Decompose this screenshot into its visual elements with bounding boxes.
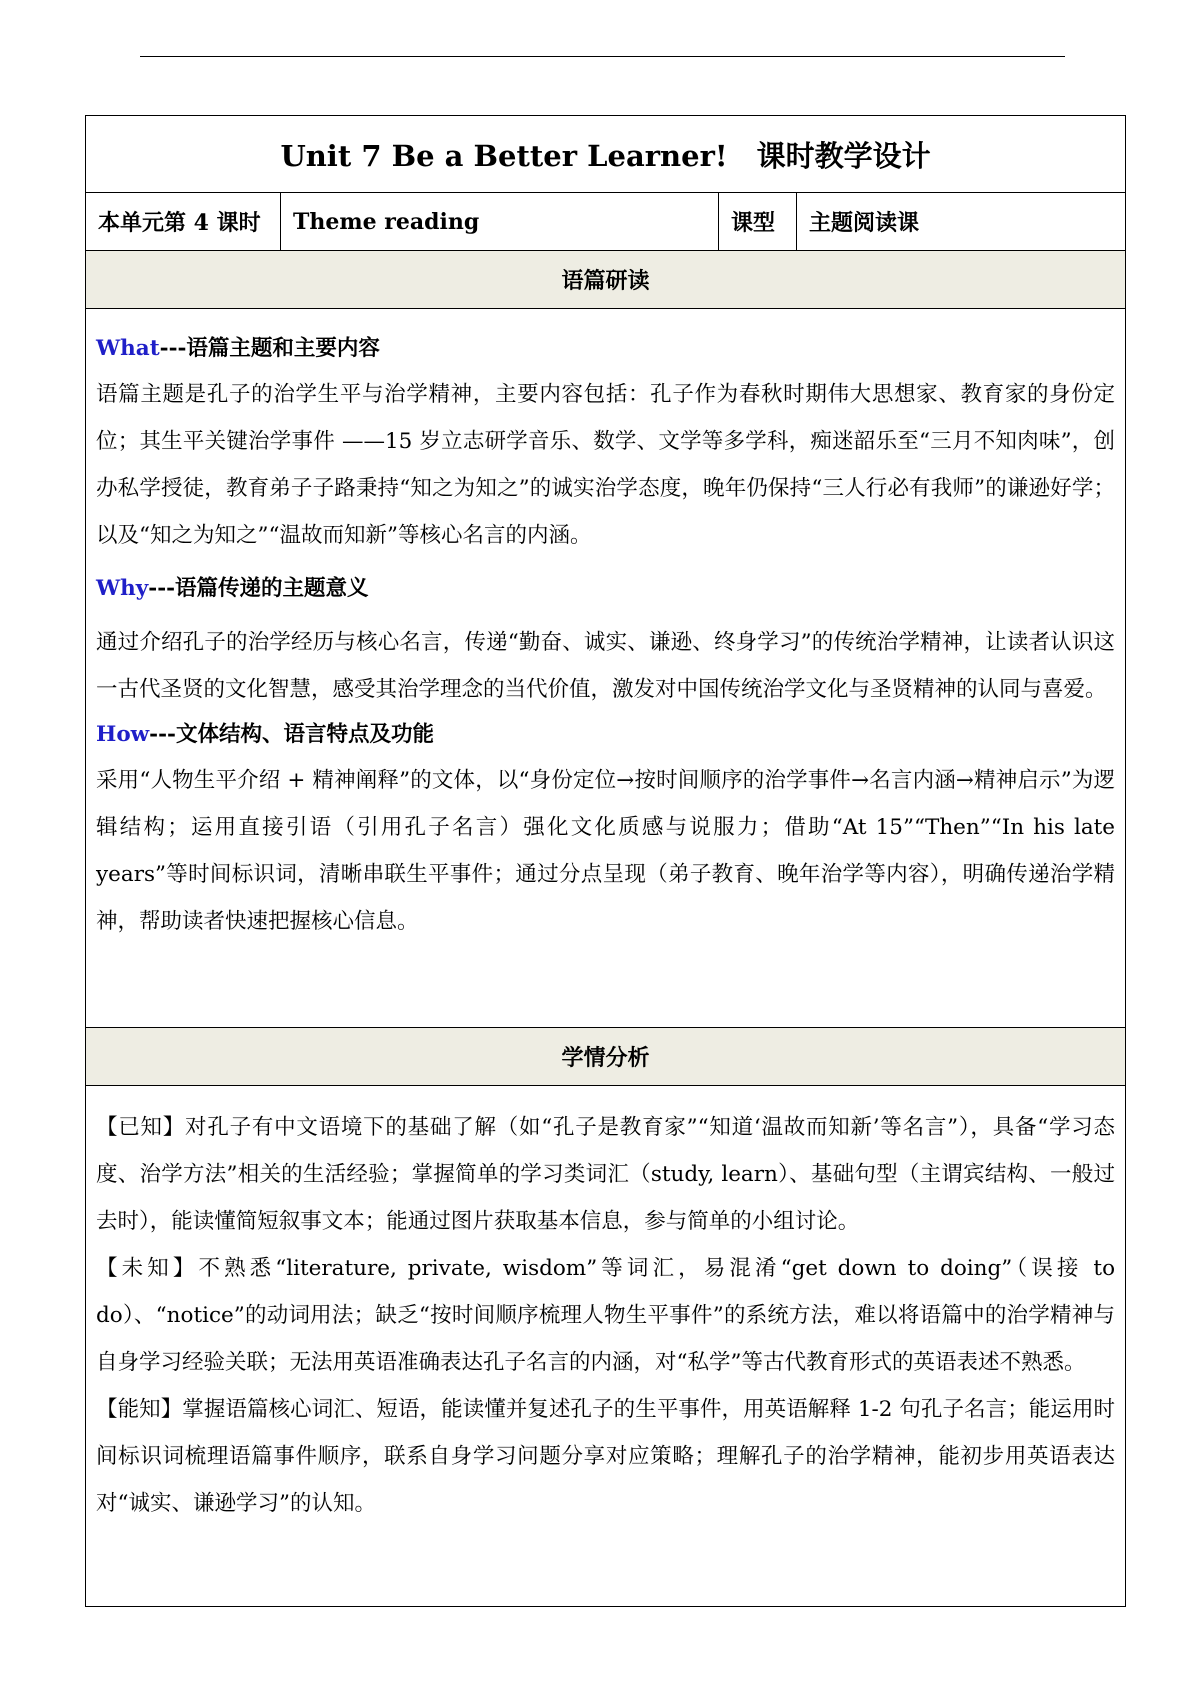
learner-analysis-body (86, 1086, 1126, 1607)
lesson-name: Theme reading (281, 193, 719, 251)
section-body-row (86, 1086, 1126, 1607)
how-heading (96, 713, 1115, 757)
why-paragraph: 通过介绍孔子的治学经历与核心名言，传递“勤奋、诚实、谦逊、终身学习”的传统治学精神，让读者认识这一古代圣贤的文化智慧，感受其治学理念的当代价值，激发对中国传统治学文化与圣贤精神的认同与喜爱。 (96, 630, 1116, 702)
lesson-plan-table (85, 115, 1126, 1607)
what-paragraph: 语篇主题是孔子的治学生平与治学精神，主要内容包括：孔子作为春秋时期伟大思想家、教育家的身份定位；其生平关键治学事件 ——15 岁立志研学音乐、数学、文学等多学科，痴迷韶乐至“三月不知肉味”，创办私学授徒，教育弟子子路秉持“知之为知之”的诚实治学态度，晚年仍保持“三人行必有我师”的谦逊好学；以及“知之为知之”“温故而知新”等核心名言的内涵。 (96, 382, 1116, 548)
what-keyword: What (96, 336, 160, 361)
section-heading-text-study: 语篇研读 (86, 251, 1126, 309)
info-row (86, 193, 1126, 251)
known-paragraph: 【已知】对孔子有中文语境下的基础了解（如“孔子是教育家”“知道‘温故而知新’等名言”），具备“学习态度、治学方法”相关的生活经验；掌握简单的学习类词汇（study, learn）、基础句型（主谓宾结构、一般过去时），能读懂简短叙事文本；能通过图片获取基本信息，参与简单的小组讨论。 (96, 1115, 1116, 1234)
why-heading-rest: ---语篇传递的主题意义 (148, 576, 369, 601)
section-body-row (86, 309, 1126, 1028)
text-study-body (86, 309, 1126, 1028)
unknown-paragraph: 【未知】不熟悉“literature, private, wisdom”等词汇，易混淆“get down to doing”（误接 to do）、“notice”的动词用法；缺乏“按时间顺序梳理人物生平事件”的系统方法，难以将语篇中的治学精神与自身学习经验关联；无法用英语准确表达孔子名言的内涵，对“私学”等古代教育形式的英语表述不熟悉。 (96, 1256, 1116, 1375)
section-heading-learner-analysis: 学情分析 (86, 1028, 1126, 1086)
section-heading-row (86, 251, 1126, 309)
able-paragraph: 【能知】掌握语篇核心词汇、短语，能读懂并复述孔子的生平事件，用英语解释 1-2 句孔子名言；能运用时间标识词梳理语篇事件顺序，联系自身学习问题分享对应策略；理解孔子的治学精神，能初步用英语表达对“诚实、谦逊学习”的认知。 (96, 1397, 1116, 1516)
document-title: Unit 7 Be a Better Learner! 课时教学设计 (86, 116, 1126, 193)
lesson-number: 本单元第 4 课时 (86, 193, 281, 251)
why-heading (96, 567, 1115, 611)
why-keyword: Why (96, 576, 149, 601)
how-keyword: How (96, 722, 150, 747)
how-heading-rest: ---文体结构、语言特点及功能 (149, 722, 434, 747)
title-row (86, 116, 1126, 193)
what-heading (96, 327, 1115, 371)
what-heading-rest: ---语篇主题和主要内容 (159, 336, 380, 361)
lesson-type-value: 主题阅读课 (797, 193, 1126, 251)
how-paragraph: 采用“人物生平介绍 + 精神阐释”的文体，以“身份定位→按时间顺序的治学事件→名言内涵→精神启示”为逻辑结构；运用直接引语（引用孔子名言）强化文化质感与说服力；借助“At 15”“Then”“In his late years”等时间标识词，清晰串联生平事件；通过分点呈现（弟子教育、晚年治学等内容），明确传递治学精神，帮助读者快速把握核心信息。 (96, 768, 1116, 934)
section-heading-row (86, 1028, 1126, 1086)
lesson-type-label: 课型 (719, 193, 797, 251)
header-rule (140, 56, 1065, 57)
